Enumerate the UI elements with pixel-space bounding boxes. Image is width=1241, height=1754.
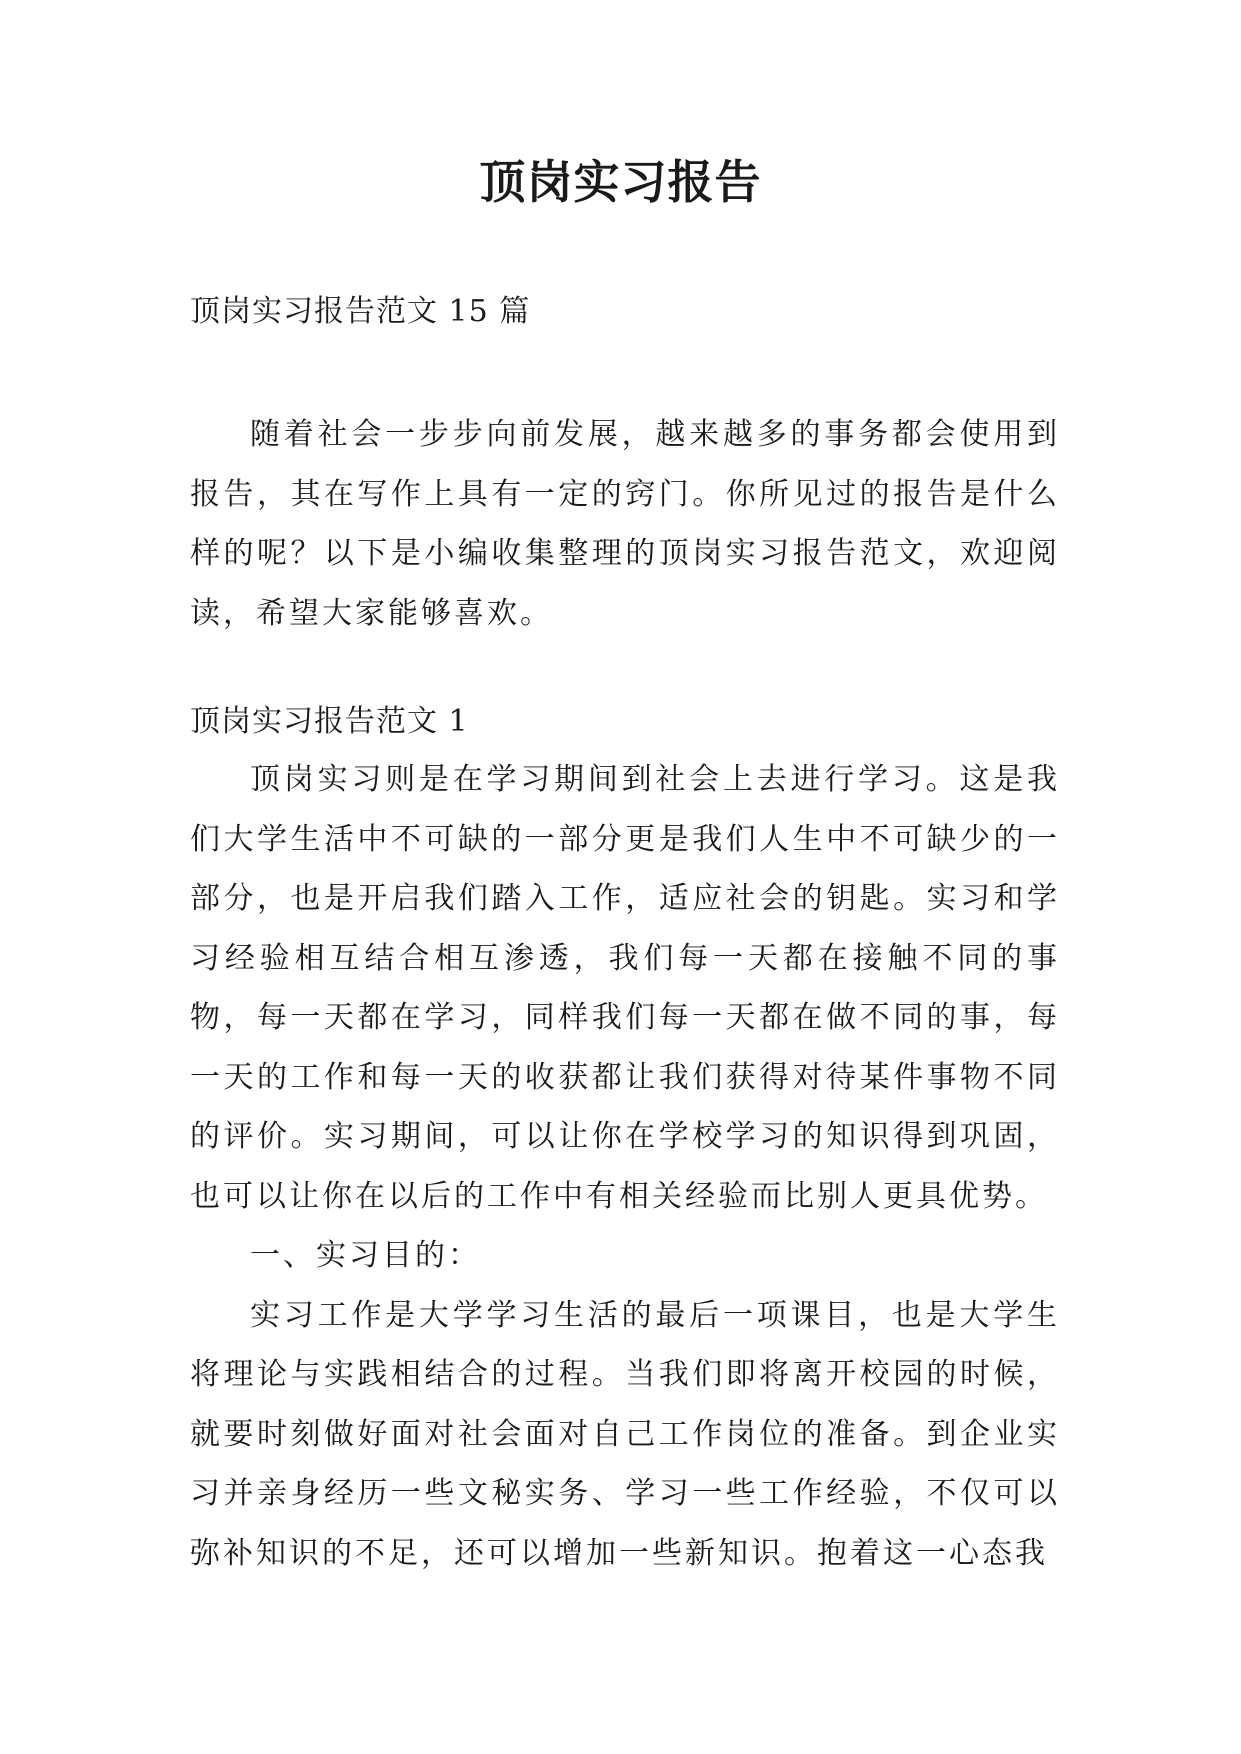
document-subtitle: 顶岗实习报告范文 15 篇 xyxy=(190,294,531,329)
intro-paragraph-block xyxy=(190,405,1060,643)
section-body xyxy=(190,750,1060,1583)
section-heading: 顶岗实习报告范文 1 xyxy=(190,704,469,739)
body-paragraph: 实习工作是大学学习生活的最后一项课目，也是大学生将理论与实践相结合的过程。当我们即将离开校园的时候，就要时刻做好面对社会面对自己工作岗位的准备。到企业实习并亲身经历一些文秘实务、学习一些工作经验，不仅可以弥补知识的不足，还可以增加一些新知识。抱着这一心态我 xyxy=(190,1297,1060,1571)
intro-paragraph: 随着社会一步步向前发展，越来越多的事务都会使用到报告，其在写作上具有一定的窍门。你所见过的报告是什么样的呢？以下是小编收集整理的顶岗实习报告范文，欢迎阅读，希望大家能够喜欢。 xyxy=(190,417,1060,631)
body-paragraph: 顶岗实习则是在学习期间到社会上去进行学习。这是我们大学生活中不可缺的一部分更是我们人生中不可缺少的一部分，也是开启我们踏入工作，适应社会的钥匙。实习和学习经验相互结合相互渗透，我们每一天都在接触不同的事物，每一天都在学习，同样我们每一天都在做不同的事，每一天的工作和每一天的收获都让我们获得对待某件事物不同的评价。实习期间，可以让你在学校学习的知识得到巩固，也可以让你在以后的工作中有相关经验而比别人更具优势。 xyxy=(190,762,1060,1214)
document-title: 顶岗实习报告 xyxy=(479,155,762,209)
body-subheading: 一、实习目的： xyxy=(250,1238,481,1273)
